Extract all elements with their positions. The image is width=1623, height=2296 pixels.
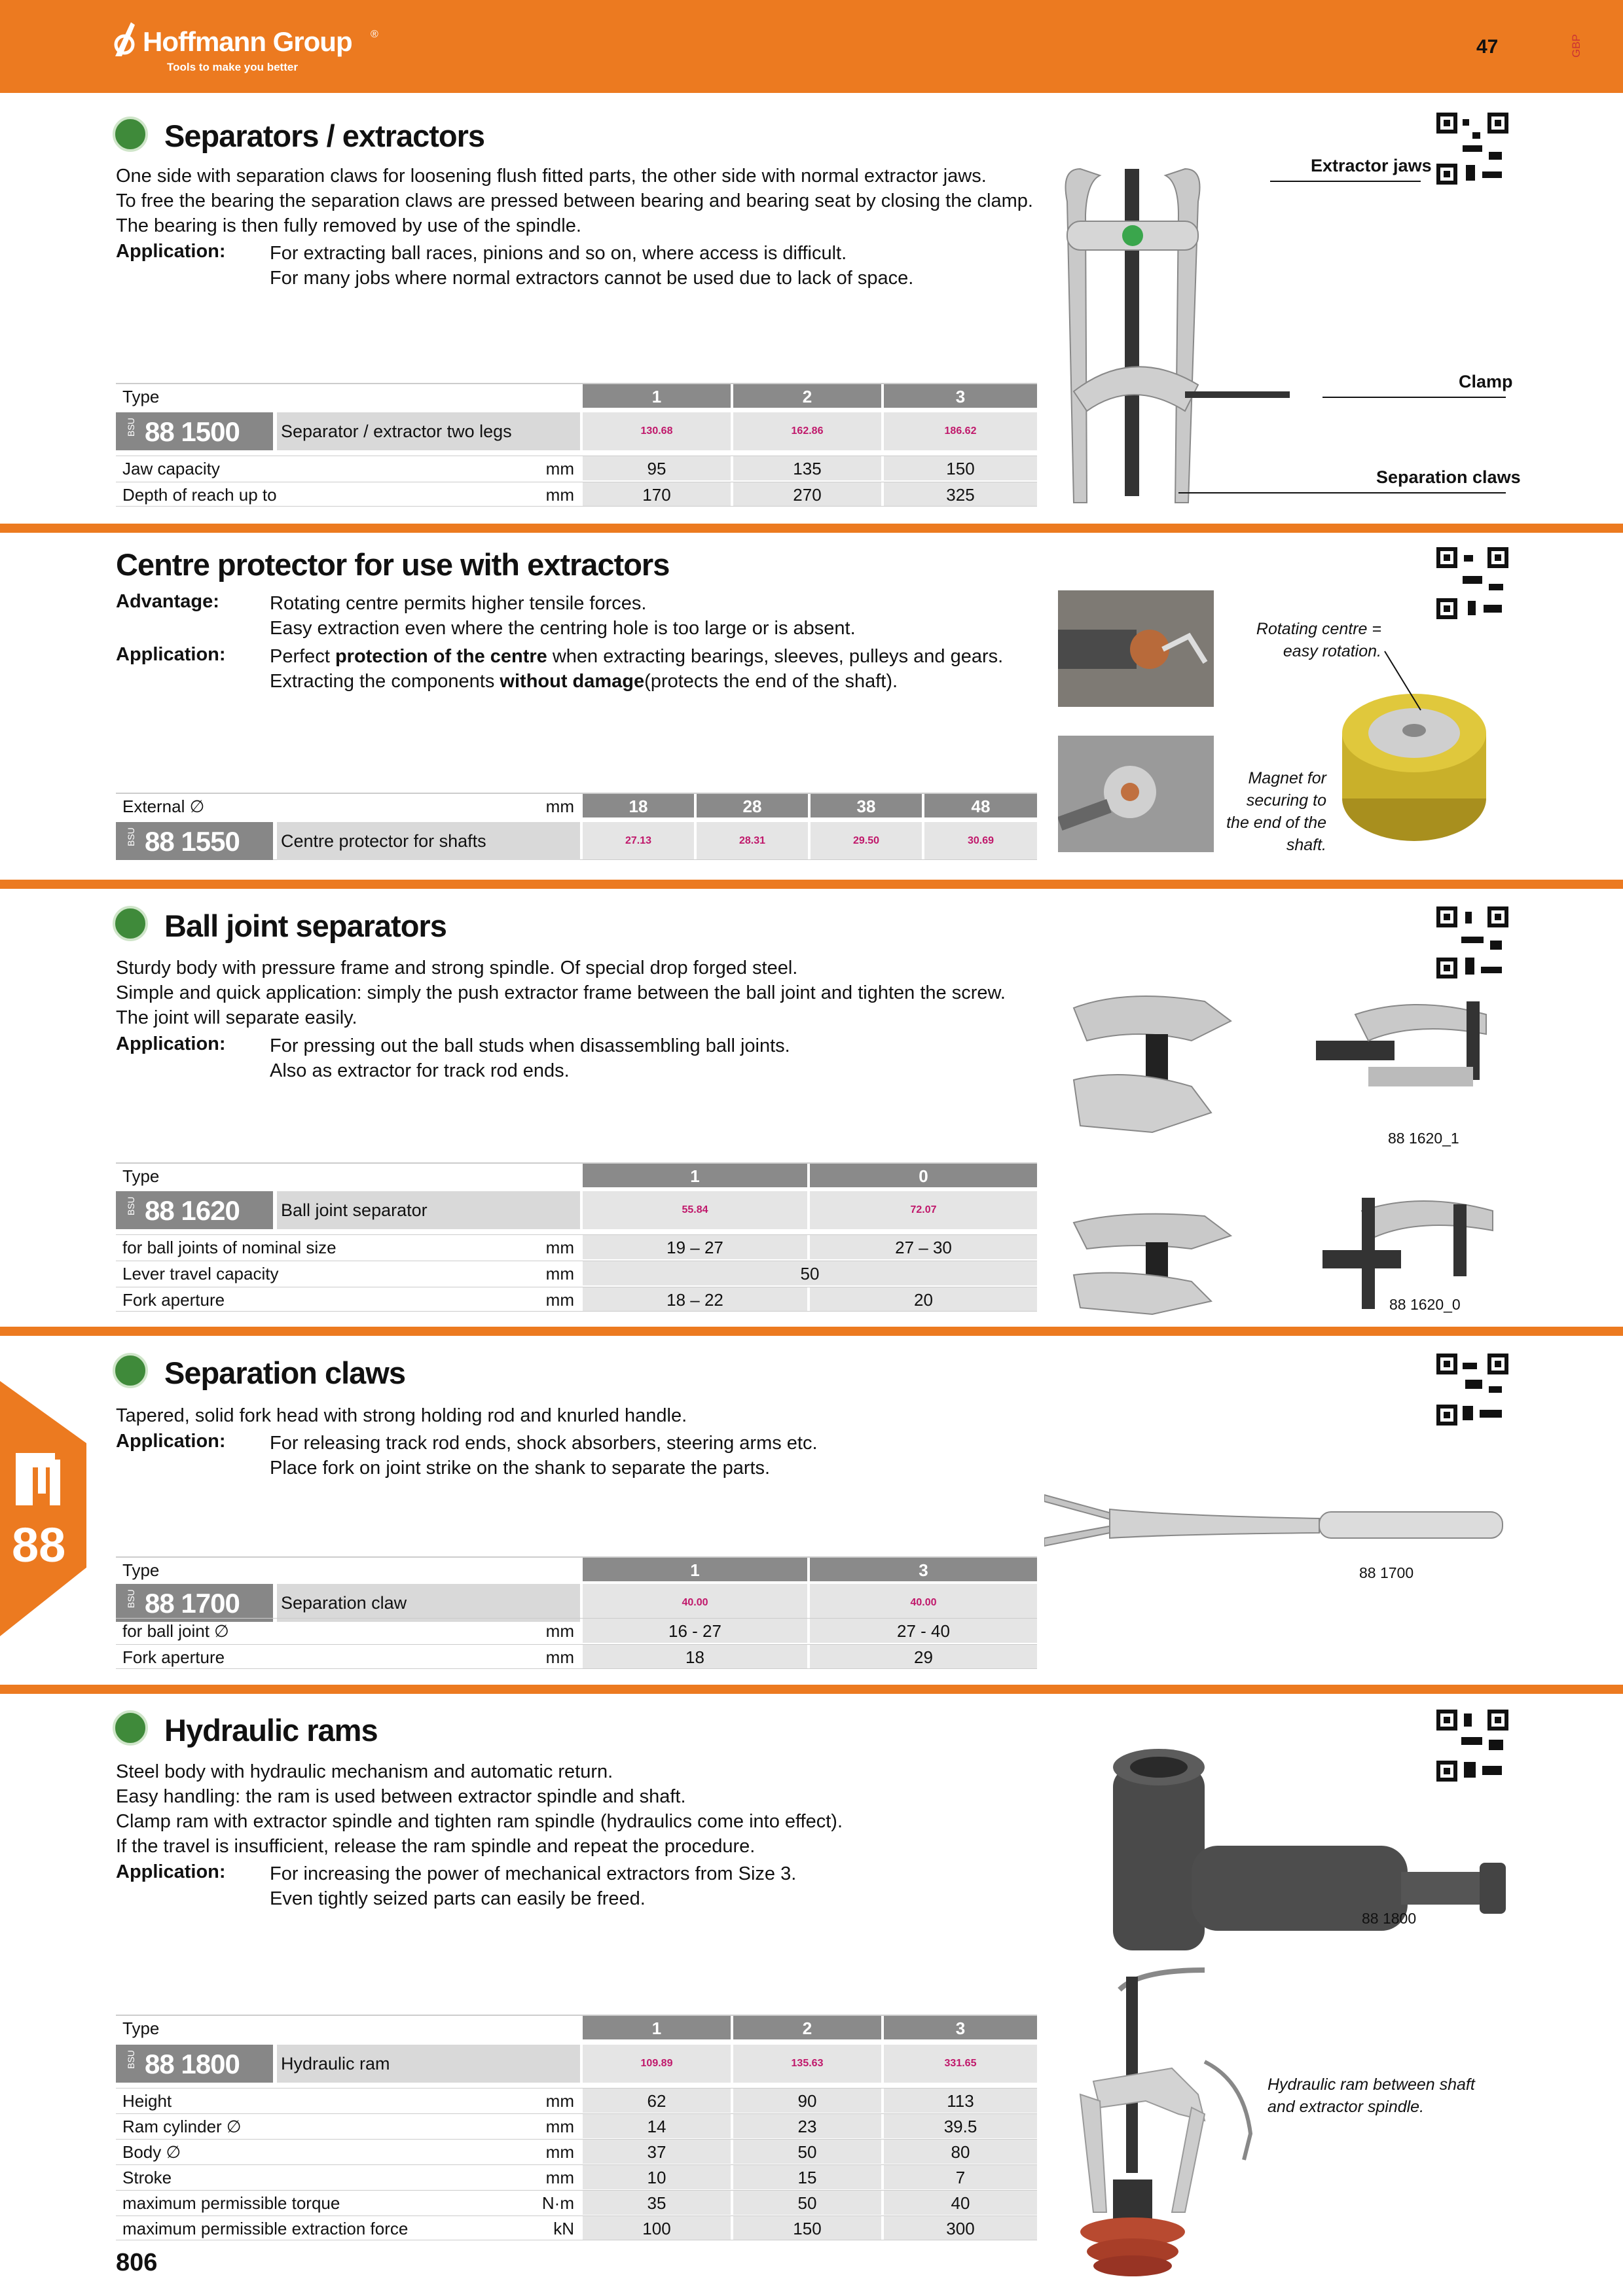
head-unit: mm	[545, 797, 574, 816]
spec-label: Jaw capacity	[122, 459, 220, 478]
spec-label: for ball joints of nominal size	[122, 1238, 337, 1257]
product-description: Centre protector for shafts	[277, 822, 580, 860]
spec-label: Body ∅	[122, 2142, 181, 2162]
centre-protector-photo-2	[1058, 736, 1214, 852]
type-cell: 1	[583, 1164, 807, 1187]
section-description	[116, 1759, 1046, 1859]
spec-row	[116, 1644, 1037, 1669]
image-label: 88 1800	[1362, 1910, 1417, 1927]
app-line: For many jobs where normal extractors cannot be used due to lack of space.	[270, 268, 914, 289]
spec-unit: kN	[553, 2219, 574, 2238]
qr-code-icon	[1436, 1354, 1508, 1426]
spec-label: Depth of reach up to	[122, 485, 277, 505]
order-number: 88 1800	[145, 2049, 240, 2079]
spec-value: 113	[884, 2089, 1037, 2113]
type-cell: 28	[697, 794, 808, 817]
order-number: 88 1500	[145, 416, 240, 447]
order-tag: BSU	[126, 2050, 136, 2069]
spec-row	[116, 1618, 1037, 1643]
spec-unit: N·m	[541, 2193, 574, 2213]
qr-code-icon	[1436, 906, 1508, 978]
spec-row	[116, 2088, 1037, 2113]
image-label: 88 1620_0	[1389, 1296, 1461, 1313]
spec-label: maximum permissible extraction force	[122, 2219, 409, 2238]
section-separator	[0, 880, 1623, 889]
app-line: Extracting the components without damage(protects the end of the shaft).	[270, 671, 898, 692]
head-label: External ∅	[122, 797, 205, 816]
caption-line: securing to	[1246, 791, 1326, 810]
application-label: Application:	[116, 1431, 226, 1452]
caption-magnet	[1218, 767, 1326, 856]
app-line: Also as extractor for track rod ends.	[270, 1060, 570, 1081]
spec-unit: mm	[545, 2091, 574, 2111]
order-row	[116, 2045, 1037, 2083]
callout-clamp: Clamp	[1459, 372, 1513, 391]
spec-row	[116, 1234, 1037, 1259]
spec-unit: mm	[545, 1290, 574, 1310]
spec-label: for ball joint ∅	[122, 1621, 229, 1641]
price-cell: 186.62	[884, 412, 1037, 450]
spec-row	[116, 2113, 1037, 2138]
spec-unit: mm	[545, 2168, 574, 2187]
application-text	[270, 644, 1055, 694]
caption-rotating-centre	[1231, 618, 1381, 662]
spec-row	[116, 482, 1037, 507]
image-label: 88 1620_1	[1388, 1130, 1459, 1147]
spec-label: Fork aperture	[122, 1647, 225, 1667]
desc-line: Clamp ram with extractor spindle and tighten ram spindle (hydraulics come into effect).	[116, 1811, 843, 1832]
spec-value: 37	[583, 2140, 731, 2164]
spec-row	[116, 456, 1037, 480]
order-number-box	[116, 2045, 273, 2083]
spec-unit: mm	[545, 1621, 574, 1641]
desc-line: Simple and quick application: simply the push extractor frame between the ball joint and tighten the screw.	[116, 982, 1006, 1003]
price-cell: 40.00	[583, 1584, 807, 1622]
price-cell: 55.84	[583, 1191, 807, 1229]
type-cell: 1	[583, 1558, 807, 1581]
section-separator	[0, 524, 1623, 533]
diameter-header-row	[116, 793, 1037, 817]
section-separator	[0, 1327, 1623, 1336]
spec-value: 150	[733, 2216, 881, 2240]
spec-value: 150	[884, 456, 1037, 480]
application-text	[270, 1431, 1055, 1480]
qr-code-icon	[1436, 547, 1508, 619]
order-number-box	[116, 1191, 273, 1229]
spec-value: 100	[583, 2216, 731, 2240]
spec-value: 16 - 27	[583, 1619, 807, 1643]
type-label: Type	[122, 1166, 160, 1186]
spec-row	[116, 1287, 1037, 1312]
spec-unit: mm	[545, 1264, 574, 1283]
app-line: Even tightly seized parts can easily be freed.	[270, 1888, 646, 1909]
spec-value: 29	[810, 1645, 1037, 1668]
spec-unit: mm	[545, 2117, 574, 2136]
order-row	[116, 1584, 1037, 1622]
spec-unit: mm	[545, 1647, 574, 1667]
section-title: Hydraulic rams	[164, 1713, 378, 1748]
desc-line: The joint will separate easily.	[116, 1007, 357, 1028]
type-header-row	[116, 2015, 1037, 2039]
product-description: Ball joint separator	[277, 1191, 580, 1229]
type-cell: 3	[810, 1558, 1037, 1581]
spec-value: 40	[884, 2191, 1037, 2215]
spec-label: Lever travel capacity	[122, 1264, 279, 1283]
advantage-label: Advantage:	[116, 591, 219, 612]
desc-line: To free the bearing the separation claws are pressed between bearing and bearing seat by closing the clamp.	[116, 190, 1033, 211]
separation-claw-image	[1044, 1486, 1509, 1558]
spec-value: 62	[583, 2089, 731, 2113]
type-cell: 0	[810, 1164, 1037, 1187]
page-number: 47	[1476, 36, 1499, 58]
callout-separation-claws: Separation claws	[1376, 467, 1521, 487]
hoffmann-logo-icon	[113, 18, 145, 58]
section-description	[116, 164, 1046, 238]
spec-value: 39.5	[884, 2114, 1037, 2138]
order-tag: BSU	[126, 1196, 136, 1215]
product-description: Hydraulic ram	[277, 2045, 580, 2083]
application-label: Application:	[116, 1861, 226, 1882]
spec-label: Fork aperture	[122, 1290, 225, 1310]
order-tag: BSU	[126, 418, 136, 437]
type-header-row	[116, 1556, 1037, 1581]
type-cell: 1	[583, 2016, 731, 2039]
app-line: For extracting ball races, pinions and so on, where access is difficult.	[270, 243, 847, 264]
application-text	[270, 1861, 1055, 1911]
spec-unit: mm	[545, 485, 574, 505]
spec-value: 27 - 40	[810, 1619, 1037, 1643]
order-number-box	[116, 1584, 273, 1622]
spec-value: 20	[810, 1287, 1037, 1311]
type-cell: 38	[811, 794, 922, 817]
type-cell: 3	[884, 384, 1037, 408]
caption-leader-line	[1381, 648, 1427, 713]
spec-value: 35	[583, 2191, 731, 2215]
order-number-box	[116, 412, 273, 450]
caption-line: and extractor spindle.	[1267, 2098, 1425, 2116]
caption-line: easy rotation.	[1283, 642, 1381, 660]
price-cell: 29.50	[811, 822, 922, 859]
spec-value: 14	[583, 2114, 731, 2138]
adv-line: Easy extraction even where the centring hole is too large or is absent.	[270, 618, 856, 639]
callout-extractor-jaws: Extractor jaws	[1311, 156, 1432, 175]
spec-row	[116, 2190, 1037, 2215]
spec-unit: mm	[545, 2142, 574, 2162]
order-row	[116, 412, 1037, 450]
price-cell: 109.89	[583, 2045, 731, 2083]
app-line: Perfect protection of the centre when extracting bearings, sleeves, pulleys and gears.	[270, 646, 1004, 667]
price-cell: 135.63	[733, 2045, 881, 2083]
eco-icon	[113, 1353, 148, 1388]
order-row	[116, 822, 1037, 860]
spec-value: 18	[583, 1645, 807, 1668]
app-line: For releasing track rod ends, shock absorbers, steering arms etc.	[270, 1433, 818, 1454]
type-cell: 18	[583, 794, 694, 817]
spec-value: 50	[733, 2191, 881, 2215]
chapter-number: 88	[12, 1518, 66, 1572]
spec-value: 19 – 27	[583, 1235, 807, 1259]
desc-line: One side with separation claws for loosening flush fitted parts, the other side with normal extractor jaws.	[116, 166, 987, 187]
order-number: 88 1550	[145, 826, 240, 857]
spec-value: 50	[583, 1261, 1037, 1285]
caption-line: Rotating centre =	[1256, 620, 1381, 638]
application-label: Application:	[116, 644, 226, 665]
application-label: Application:	[116, 241, 226, 262]
type-label: Type	[122, 2018, 160, 2038]
spec-row	[116, 2164, 1037, 2189]
desc-line: Easy handling: the ram is used between extractor spindle and shaft.	[116, 1786, 686, 1807]
order-number: 88 1700	[145, 1588, 240, 1619]
centre-protector-photo-1	[1058, 590, 1214, 707]
image-label: 88 1700	[1359, 1564, 1414, 1581]
type-label: Type	[122, 1560, 160, 1580]
advantage-text	[270, 591, 1055, 641]
order-number: 88 1620	[145, 1195, 240, 1226]
spec-value: 27 – 30	[810, 1235, 1037, 1259]
separator-extractor-image	[1054, 149, 1329, 516]
price-cell: 30.69	[924, 822, 1037, 859]
spec-label: Ram cylinder ∅	[122, 2117, 242, 2136]
spec-value: 270	[733, 482, 881, 506]
price-cell: 331.65	[884, 2045, 1037, 2083]
brand-mark: ®	[371, 29, 378, 40]
app-line: For pressing out the ball studs when disassembling ball joints.	[270, 1035, 790, 1056]
section-description	[116, 956, 1046, 1030]
spec-value: 15	[733, 2165, 881, 2189]
spec-row	[116, 1261, 1037, 1285]
spec-label: Height	[122, 2091, 172, 2111]
spec-value: 90	[733, 2089, 881, 2113]
type-cell: 2	[733, 384, 881, 408]
product-description: Separator / extractor two legs	[277, 412, 580, 450]
spec-value: 10	[583, 2165, 731, 2189]
app-line: For increasing the power of mechanical extractors from Size 3.	[270, 1863, 797, 1884]
spec-row	[116, 2139, 1037, 2164]
section-title: Separation claws	[164, 1355, 405, 1390]
desc-line: If the travel is insufficient, release the ram spindle and repeat the procedure.	[116, 1836, 756, 1857]
type-label: Type	[122, 387, 160, 406]
section-title: Ball joint separators	[164, 908, 447, 943]
desc-line: Sturdy body with pressure frame and strong spindle. Of special drop forged steel.	[116, 958, 798, 978]
callout-line	[1178, 492, 1506, 493]
application-label: Application:	[116, 1033, 226, 1054]
product-description: Separation claw	[277, 1584, 580, 1622]
chapter-side-tab	[0, 1381, 86, 1636]
app-line: Place fork on joint strike on the shank to separate the parts.	[270, 1458, 771, 1479]
spec-value: 300	[884, 2216, 1037, 2240]
order-tag: BSU	[126, 1589, 136, 1608]
caption-hydraulic-ram	[1267, 2073, 1475, 2118]
price-cell: 40.00	[810, 1584, 1037, 1622]
type-header-row	[116, 383, 1037, 408]
eco-icon	[113, 1710, 148, 1746]
type-cell: 48	[924, 794, 1037, 817]
brand-tagline: Tools to make you better	[167, 61, 298, 73]
type-cell: 3	[884, 2016, 1037, 2039]
callout-line	[1270, 181, 1421, 182]
hydraulic-ram-in-use-image	[1074, 1964, 1270, 2278]
spec-unit: mm	[545, 459, 574, 478]
footer-page-number: 806	[116, 2249, 158, 2276]
spec-value: 23	[733, 2114, 881, 2138]
desc-line: The bearing is then fully removed by use of the spindle.	[116, 215, 581, 236]
type-cell: 2	[733, 2016, 881, 2039]
spec-label: maximum permissible torque	[122, 2193, 340, 2213]
ball-joint-separator-image-1	[1061, 982, 1244, 1145]
ball-joint-separator-image-3	[1061, 1203, 1244, 1321]
caption-line: Magnet for	[1248, 769, 1326, 787]
application-text	[270, 1033, 1055, 1083]
price-cell: 28.31	[697, 822, 808, 859]
locale-label: GBP	[1570, 34, 1582, 58]
ball-joint-separator-image-2	[1316, 988, 1506, 1132]
type-header-row	[116, 1162, 1037, 1187]
section-description	[116, 1403, 1046, 1428]
section-separator	[0, 1685, 1623, 1694]
spec-value: 95	[583, 456, 731, 480]
eco-icon	[113, 117, 148, 152]
order-row	[116, 1191, 1037, 1229]
adv-line: Rotating centre permits higher tensile forces.	[270, 593, 647, 614]
spec-label: Stroke	[122, 2168, 172, 2187]
caption-line: Hydraulic ram between shaft	[1267, 2075, 1475, 2094]
order-number-box	[116, 822, 273, 860]
application-text	[270, 241, 1055, 291]
qr-code-icon	[1436, 1710, 1508, 1782]
spec-value: 170	[583, 482, 731, 506]
price-cell: 162.86	[733, 412, 881, 450]
price-cell: 72.07	[810, 1191, 1037, 1229]
spec-value: 50	[733, 2140, 881, 2164]
section-title: Separators / extractors	[164, 118, 485, 153]
section-title: Centre protector for use with extractors	[116, 547, 670, 582]
callout-line	[1322, 397, 1506, 398]
spec-value: 7	[884, 2165, 1037, 2189]
spec-value: 135	[733, 456, 881, 480]
type-cell: 1	[583, 384, 731, 408]
eco-icon	[113, 906, 148, 941]
desc-line: Tapered, solid fork head with strong holding rod and knurled handle.	[116, 1405, 687, 1426]
order-tag: BSU	[126, 827, 136, 846]
caption-line: shaft.	[1286, 836, 1326, 854]
spec-unit: mm	[545, 1238, 574, 1257]
desc-line: Steel body with hydraulic mechanism and automatic return.	[116, 1761, 613, 1782]
price-cell: 130.68	[583, 412, 731, 450]
brand-name: Hoffmann Group	[143, 26, 352, 57]
spec-value: 325	[884, 482, 1037, 506]
qr-code-icon	[1436, 113, 1508, 185]
caption-line: the end of the	[1226, 814, 1326, 832]
spec-row	[116, 2215, 1037, 2240]
spec-value: 18 – 22	[583, 1287, 807, 1311]
ball-joint-separator-image-4	[1322, 1185, 1512, 1309]
spec-value: 80	[884, 2140, 1037, 2164]
price-cell: 27.13	[583, 822, 694, 859]
